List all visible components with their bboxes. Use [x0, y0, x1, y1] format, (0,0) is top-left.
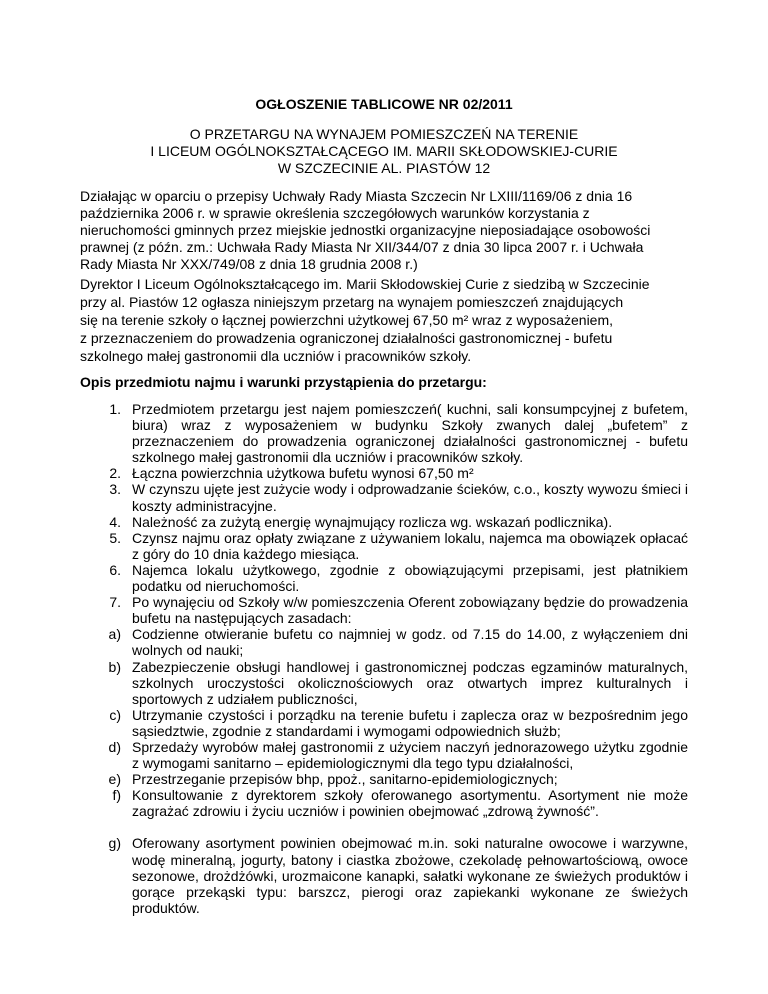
list-marker: 3.: [109, 481, 121, 498]
paragraph-line: Rady Miasta Nr XXX/749/08 z dnia 18 grudnia 2008 r.): [80, 256, 418, 272]
list-marker: 7.: [109, 594, 121, 611]
list-item-text: Sprzedaży wyrobów małej gastronomii z użyciem naczyń jednorazowego użytku zgodnie z wymogami sanitarno – epidemiologicznymi dla tego typu działalności,: [132, 738, 688, 772]
list-item: [80, 707, 688, 739]
list-item: [80, 659, 688, 707]
list-item: [80, 562, 688, 594]
conditions-list: [80, 401, 688, 916]
paragraph-line: nieruchomości gminnych przez miejskie jednostki organizacyjne nieposiadające osobowości: [80, 222, 651, 238]
paragraph-line: z przeznaczeniem do prowadzenia ograniczonej działalności gastronomicznej - bufetu: [80, 330, 613, 346]
list-item: [80, 594, 688, 626]
document-title: OGŁOSZENIE TABLICOWE NR 02/2011: [255, 96, 513, 112]
list-marker: 1.: [109, 401, 121, 417]
list-item: [80, 465, 688, 481]
list-marker: b): [108, 658, 121, 675]
list-marker: a): [108, 626, 121, 643]
list-item-text: W czynszu ujęte jest zużycie wody i odprowadzanie ścieków, c.o., koszty wywozu śmieci i koszty administracyjne.: [132, 481, 688, 514]
list-marker: e): [108, 771, 121, 788]
list-item: [80, 771, 688, 787]
list-marker: 2.: [109, 465, 121, 482]
list-item-text: Łączna powierzchnia użytkowa bufetu wynosi 67,50 m²: [132, 465, 474, 482]
list-item-text: Codzienne otwieranie bufetu co najmniej w godz. od 7.15 do 14.00, z wyłączeniem dni wolnych od nauki;: [132, 626, 688, 659]
list-item-text: Oferowany asortyment powinien obejmować m.in. soki naturalne owocowe i warzywne, wodę mineralną, jogurty, batony i ciastka zbożowe, czekoladę pełnowartościową, owoce sezonowe, drożdżówki, urozmaicone kanapki, sałatki wykonane ze świeżych produktów i gorące przekąski typu: barszcz, pierogi oraz zapiekanki wykonane ze świeżych produktów.: [132, 835, 688, 916]
list-item-text: Przedmiotem przetargu jest najem pomieszczeń( kuchni, sali konsumpcyjnej z bufetem, biura) wraz z wyposażeniem w budynku Szkoły zwanych dalej „bufetem” z przeznaczeniem do prowadzenia ograniczonej działalności gastronomicznej - bufetu szkolnego małej gastronomii dla uczniów i pracowników szkoły.: [132, 401, 688, 466]
paragraph-line: prawnej (z późn. zm.: Uchwała Rady Miasta Nr XII/344/07 z dnia 30 lipca 2007 r. i Uchwała: [80, 239, 644, 255]
list-item-text: Najemca lokalu użytkowego, zgodnie z obowiązującymi przepisami, jest płatnikiem podatku od nieruchomości.: [132, 561, 688, 595]
section-heading: Opis przedmiotu najmu i warunki przystąpienia do przetargu:: [80, 374, 487, 390]
list-marker: d): [108, 738, 121, 755]
paragraph-line: Dyrektor I Liceum Ogólnokształcącego im. Marii Skłodowskiej Curie z siedzibą w Szczecinie: [80, 276, 650, 292]
list-item: [80, 481, 688, 513]
subtitle-line: O PRZETARGU NA WYNAJEM POMIESZCZEŃ NA TERENIE: [189, 126, 579, 142]
list-marker: 5.: [109, 529, 121, 546]
list-item: [80, 530, 688, 562]
list-item-text: Należność za zużytą energię wynajmujący rozlicza wg. wskazań podlicznika).: [132, 513, 613, 530]
paragraph-line: się na terenie szkoły o łącznej powierzchni użytkowej 67,50 m² wraz z wyposażeniem,: [80, 312, 614, 328]
list-item: [80, 401, 688, 465]
list-item-text: Konsultowanie z dyrektorem szkoły oferowanego asortymentu. Asortyment nie może zagrażać zdrowiu i życiu uczniów i powinien obejmować „zdrową żywność”.: [132, 787, 688, 820]
list-marker: c): [109, 706, 121, 723]
list-item: [80, 787, 688, 819]
list-item-text: Po wynajęciu od Szkoły w/w pomieszczenia Oferent zobowiązany będzie do prowadzenia bufetu na następujących zasadach:: [132, 594, 688, 627]
list-item-text: Czynsz najmu oraz opłaty związane z używaniem lokalu, najemca ma obowiązek opłacać z góry do 10 dnia każdego miesiąca.: [132, 529, 688, 562]
paragraph-line: Działając w oparciu o przepisy Uchwały Rady Miasta Szczecin Nr LXIII/1169/06 z dnia 16: [80, 188, 633, 204]
list-item: [80, 514, 688, 530]
list-item-text: Utrzymanie czystości i porządku na terenie bufetu i zaplecza oraz w bezpośrednim jego sąsiedztwie, zgodnie z standardami i wymogami odpowiednich służb;: [132, 706, 688, 739]
announcement-paragraph: [80, 275, 690, 365]
list-item: [80, 835, 688, 915]
subtitle-line: I LICEUM OGÓLNOKSZTAŁCĄCEGO IM. MARII SKŁODOWSKIEJ-CURIE: [150, 143, 618, 159]
document-subtitle: [0, 126, 768, 177]
paragraph-line: przy al. Piastów 12 ogłasza niniejszym przetarg na wynajem pomieszczeń znajdujących: [80, 294, 624, 310]
legal-basis-paragraph: [80, 188, 690, 273]
list-marker: 4.: [109, 513, 121, 530]
list-item-text: Przestrzeganie przepisów bhp, ppoż., sanitarno-epidemiologicznych;: [132, 771, 558, 788]
subtitle-line: W SZCZECINIE AL. PIASTÓW 12: [277, 160, 491, 176]
list-item-text: Zabezpieczenie obsługi handlowej i gastronomicznej podczas egzaminów maturalnych, szkolnych uroczystości okolicznościowych oraz otwartych imprez kulturalnych i sportowych z udziałem publiczności,: [132, 658, 688, 707]
list-marker: 6.: [109, 561, 121, 578]
paragraph-line: października 2006 r. w sprawie określenia szczegółowych warunków korzystania z: [80, 205, 590, 221]
list-marker: f): [112, 787, 121, 804]
list-marker: g): [108, 835, 121, 852]
list-item: [80, 626, 688, 658]
list-item: [80, 739, 688, 771]
paragraph-line: szkolnego małej gastronomii dla uczniów i pracowników szkoły.: [80, 348, 472, 364]
